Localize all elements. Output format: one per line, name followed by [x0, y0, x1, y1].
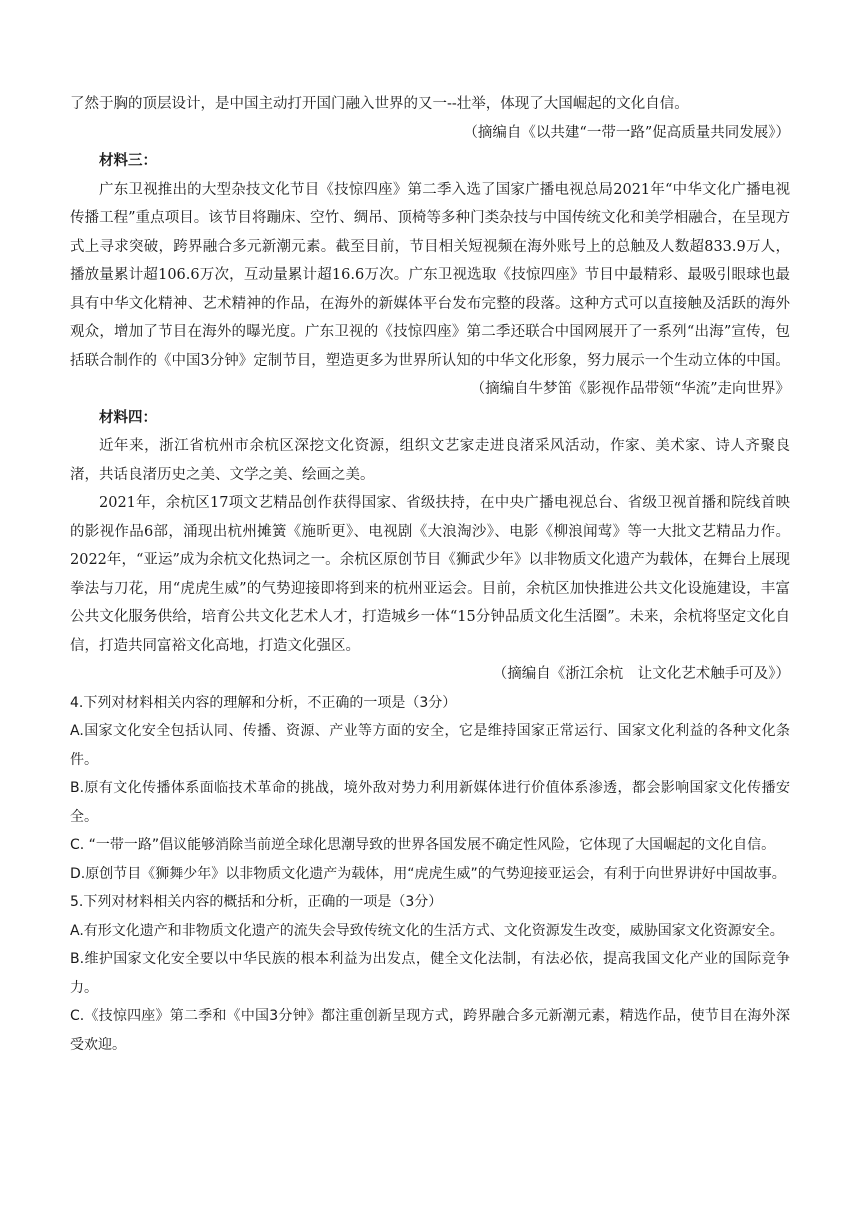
- material3-source: （摘编自牛梦笛《影视作品带领“华流”走向世界》: [470, 381, 790, 397]
- material2-tail-paragraph: 了然于胸的顶层设计，是中国主动打开国门融入世界的又一--壮举，体现了大国崛起的文化自信。: [70, 96, 689, 112]
- question5-option-b: B.维护国家文化安全要以中华民族的根本利益为出发点，健全文化法制，有法必依，提高我国文化产业的国际竞争力。: [70, 951, 790, 996]
- question4-option-d: D.原创节目《狮舞少年》以非物质文化遗产为载体，用“虎虎生威”的气势迎接亚运会，有利于向世界讲好中国故事。: [70, 865, 786, 882]
- question5-stem: 5.下列对材料相关内容的概括和分析，正确的一项是（3分）: [70, 894, 443, 910]
- question4-option-a: A.国家文化安全包括认同、传播、资源、产业等方面的安全，它是维持国家正常运行、国家文化利益的各种文化条件。: [70, 723, 790, 768]
- material3-body: 广东卫视推出的大型杂技文化节目《技惊四座》第二季入选了国家广播电视总局2021年“中华文化广播电视传播工程”重点项目。该节目将蹦床、空竹、绸吊、顶椅等多种门类杂技与中国传统文化和美学相融合，在呈现方式上寻求突破，跨界融合多元新潮元素。截至目前，节目相关短视频在海外账号上的总触及人数超833.9万人，播放量累计超106.6万次，互动量累计超16.6万次。广东卫视选取《技惊四座》节目中最精彩、最吸引眼球也最具有中华文化精神、艺术精神的作品，在海外的新媒体平台发布完整的段落。这种方式可以直接触及活跃的海外观众，增加了节目在海外的曝光度。广东卫视的《技惊四座》第二季还联合中国网展开了一系列“出海”宣传，包括联合制作的《中国3分钟》定制节目，塑造更多为世界所认知的中华文化形象，努力展示一个生动立体的中国。: [70, 181, 790, 369]
- material4-paragraph-1: 近年来，浙江省杭州市余杭区深挖文化资源，组织文艺家走进良渚采风活动，作家、美术家、诗人齐聚良渚，共话良渚历史之美、文学之美、绘画之美。: [70, 438, 790, 483]
- material4-source: （摘编自《浙江余杭 让文化艺术触手可及》）: [492, 666, 790, 682]
- question4-stem: 4.下列对材料相关内容的理解和分析，不正确的一项是（3分）: [70, 694, 457, 711]
- exam-page: [70, 90, 790, 1059]
- material4-heading: 材料四：: [99, 408, 157, 426]
- question4-option-c: C. “一带一路”倡议能够消除当前逆全球化思潮导致的世界各国发展不确定性风险，它体现了大国崛起的文化自信。: [70, 837, 776, 853]
- question5-option-c: C.《技惊四座》第二季和《中国3分钟》都注重创新呈现方式，跨界融合多元新潮元素，精选作品，使节目在海外深受欢迎。: [70, 1008, 790, 1053]
- material2-source: （摘编自《以共建“一带一路”促高质量共同发展》）: [463, 124, 790, 141]
- material4-paragraph-2: 2021年，余杭区17项文艺精品创作获得国家、省级扶持，在中央广播电视总台、省级卫视首播和院线首映的影视作品6部，涌现出杭州摊簧《施昕更》、电视剧《大浪淘沙》、电影《柳浪闻莺》等一大批文艺精品力作。2022年，“亚运”成为余杭文化热词之一。余杭区原创节目《狮武少年》以非物质文化遗产为载体，在舞台上展现拳法与刀花，用“虎虎生威”的气势迎接即将到来的杭州亚运会。目前，余杭区加快推进公共文化设施建设，丰富公共文化服务供给，培育公共文化艺术人才，打造城乡一体“15分钟品质文化生活圈”。未来，余杭将坚定文化自信，打造共同富裕文化高地，打造文化强区。: [70, 495, 790, 654]
- material3-heading: 材料三：: [99, 152, 157, 169]
- question5-option-a: A.有形文化遗产和非物质文化遗产的流失会导致传统文化的生活方式、文化资源发生改变，威胁国家文化资源安全。: [70, 922, 784, 939]
- question4-option-b: B.原有文化传播体系面临技术革命的挑战，境外敌对势力利用新媒体进行价值体系渗透，都会影响国家文化传播安全。: [70, 780, 790, 825]
